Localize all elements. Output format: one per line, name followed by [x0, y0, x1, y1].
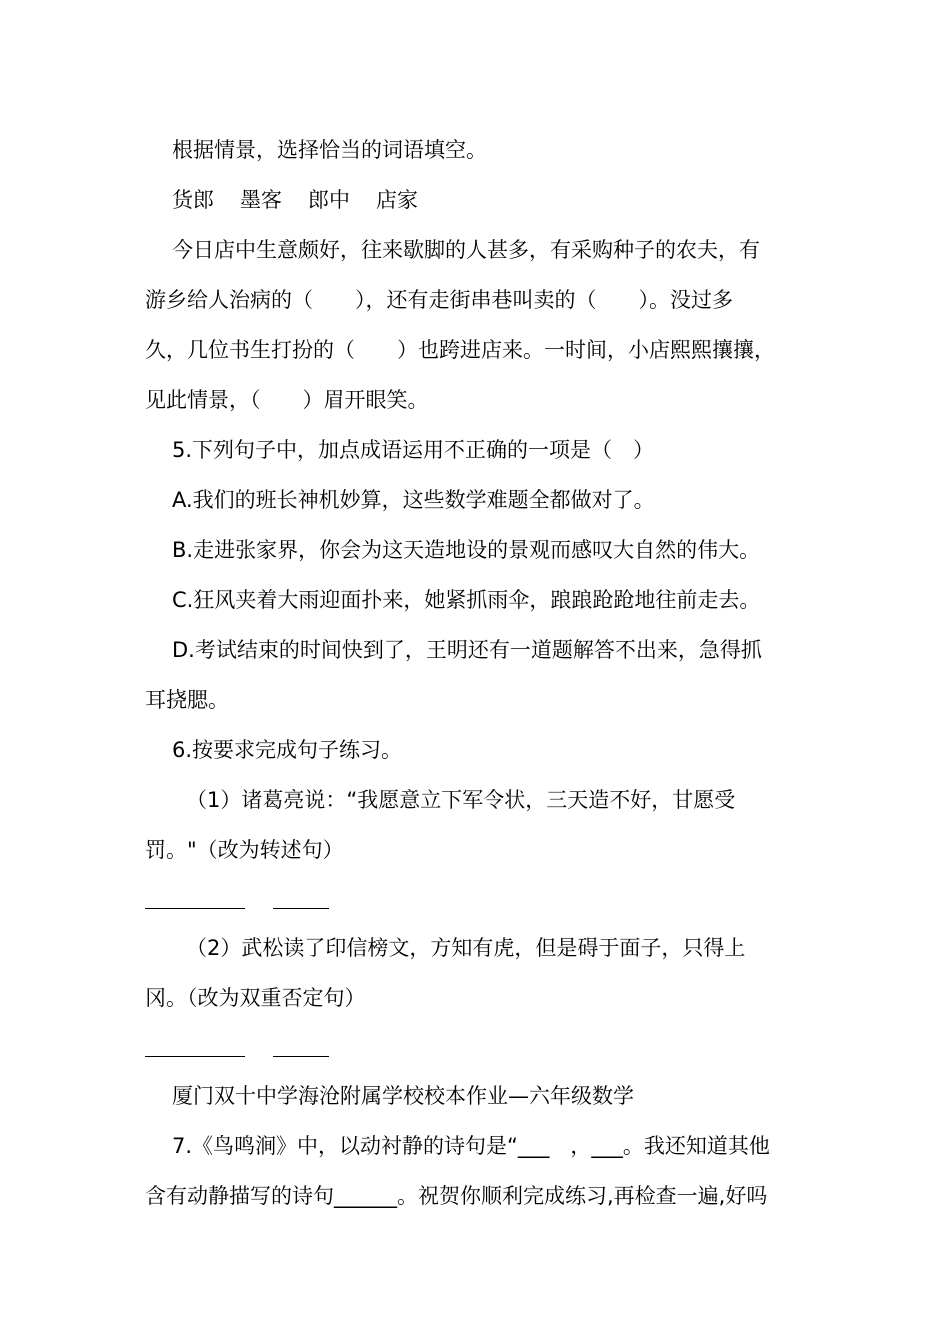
answer-blank-line[interactable]: [273, 1056, 329, 1057]
instruction-text: 根据情景，选择恰当的词语填空。: [172, 138, 487, 162]
word-choices: [0, 185, 950, 215]
question-6-stem: 6.按要求完成句子练习。: [172, 738, 403, 762]
question-6-item-2: （2）武松读了印信榜文，方知有虎，但是碍于面子，只得上: [186, 936, 746, 960]
question-5-stem: 5.下列句子中，加点成语运用不正确的一项是（ ）: [172, 438, 655, 462]
question-6-item-1: （1）诸葛亮说：“我愿意立下军令状，三天造不好，甘愿受: [186, 788, 736, 812]
answer-blank-line[interactable]: [145, 908, 245, 909]
question-5-option-c: C.狂风夹着大雨迎面扑来，她紧抓雨伞，踉踉跄跄地往前走去。: [172, 588, 761, 612]
word-choice: 墨客: [240, 188, 282, 212]
passage-line: 今日店中生意颇好，往来歇脚的人甚多，有采购种子的农夫，有: [172, 238, 760, 262]
question-5-option-a: A.我们的班长神机妙算，这些数学难题全都做对了。: [172, 488, 655, 512]
question-5-option-b: B.走进张家界，你会为这天造地设的景观而感叹大自然的伟大。: [172, 538, 761, 562]
school-header-line: 厦门双十中学海沧附属学校校本作业—六年级数学: [172, 1084, 634, 1108]
question-5-option-d-cont: 耳挠腮。: [145, 688, 229, 712]
question-7-line: 7.《鸟鸣涧》中，以动衬静的诗句是“___ ，___。我还知道其他: [172, 1134, 770, 1158]
question-6-item-2-cont: 冈。（改为双重否定句）: [145, 986, 366, 1010]
word-choice: 店家: [376, 188, 418, 212]
passage-line: 见此情景，（ ）眉开眼笑。: [145, 388, 429, 412]
passage-line: 游乡给人治病的（ ），还有走街串巷叫卖的（ ）。没过多: [145, 288, 733, 312]
word-choice: 货郎: [172, 188, 214, 212]
question-7-line-cont: 含有动静描写的诗句______。祝贺你顺利完成练习,再检查一遍,好吗: [145, 1184, 768, 1208]
question-5-option-d: D.考试结束的时间快到了，王明还有一道题解答不出来，急得抓: [172, 638, 762, 662]
passage-line: 久，几位书生打扮的（ ）也跨进店来。一时间，小店熙熙攘攘，: [145, 338, 775, 362]
question-6-item-1-cont: 罚。"（改为转述句）: [145, 838, 344, 862]
word-choice: 郎中: [308, 188, 350, 212]
answer-blank-line[interactable]: [145, 1056, 245, 1057]
answer-blank-line[interactable]: [273, 908, 329, 909]
